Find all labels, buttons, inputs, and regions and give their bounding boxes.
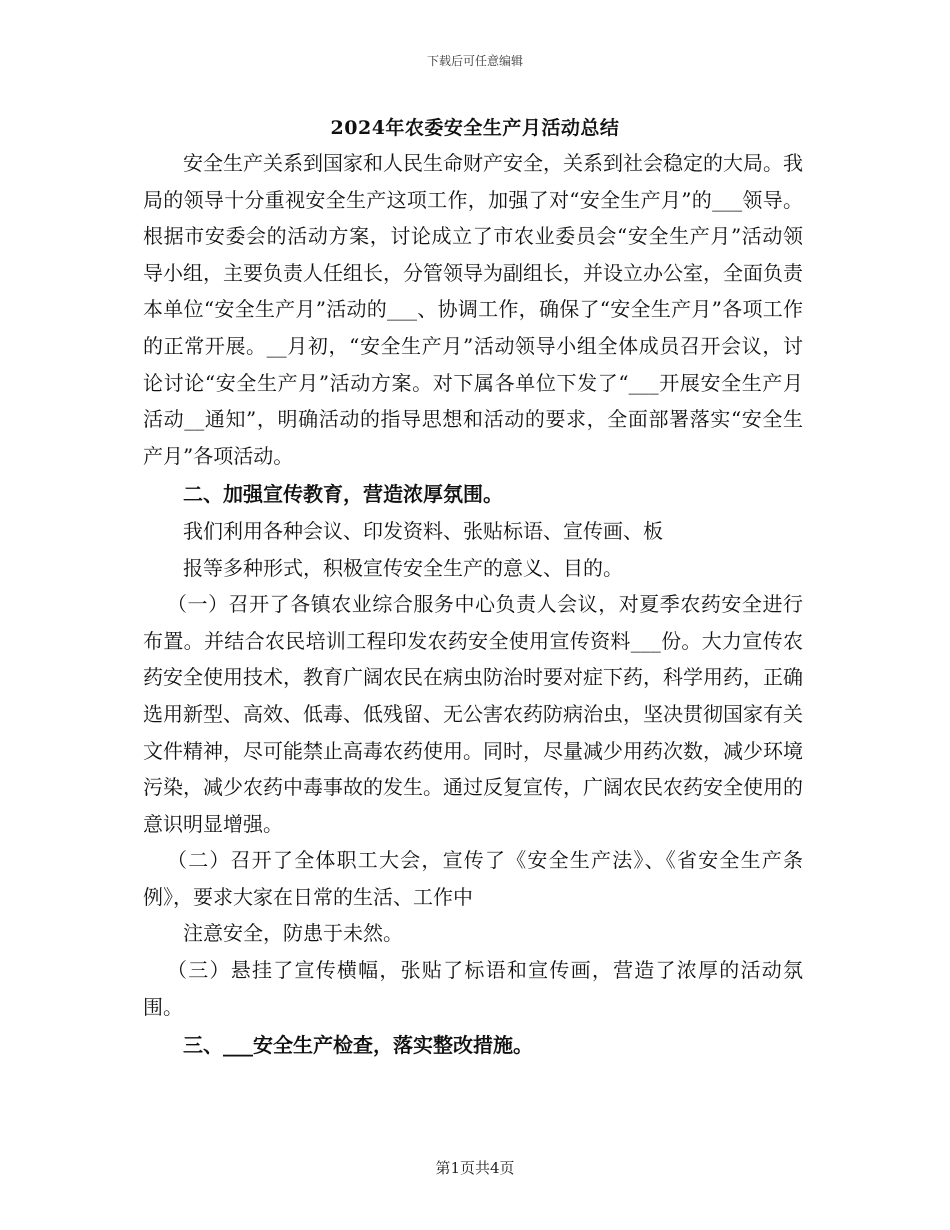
document-body (143, 145, 803, 1064)
section-heading-2: 二、加强宣传教育，营造浓厚氛围。 (183, 482, 503, 507)
paragraph-item-3: （三）悬挂了宣传横幅，张贴了标语和宣传画，营造了浓厚的活动氛围。 (143, 958, 803, 1019)
paragraph-item-1: （一）召开了各镇农业综合服务中心负责人会议，对夏季农药安全进行布置。并结合农民培训工程印发农药安全使用宣传资料___份。大力宣传农药安全使用技术，教育广阔农民在病虫防治时要对症下药，科学用药，正确选用新型、高效、低毒、低残留、无公害农药防病治虫，坚决贯彻国家有关文件精神，尽可能禁止高毒农药使用。同时，尽量减少用药次数，减少环境污染，减少农药中毒事故的发生。通过反复宣传，广阔农民农药安全使用的意识明显增强。 (143, 592, 803, 836)
paragraph-publicity-1: 我们利用各种会议、印发资料、张贴标语、宣传画、板 (183, 518, 663, 543)
paragraph-item-2-cont: 注意安全，防患于未然。 (183, 921, 403, 946)
paragraph-item-2: （二）召开了全体职工大会，宣传了《安全生产法》、《省安全生产条例》，要求大家在日常的生活、工作中 (143, 848, 803, 909)
section-heading-3: 三、___安全生产检查，落实整改措施。 (183, 1033, 533, 1058)
page-header-note: 下载后可任意编辑 (426, 54, 523, 68)
intro-paragraph: 安全生产关系到国家和人民生命财产安全，关系到社会稳定的大局。我局的领导十分重视安全生产这项工作，加强了对“安全生产月”的___领导。根据市安委会的活动方案，讨论成立了市农业委员会“安全生产月”活动领导小组，主要负责人任组长，分管领导为副组长，并设立办公室，全面负责本单位“安全生产月”活动的___、协调工作，确保了“安全生产月”各项工作的正常开展。__月初，“安全生产月”活动领导小组全体成员召开会议，讨论讨论“安全生产月”活动方案。对下属各单位下发了“___开展安全生产月活动__通知”，明确活动的指导思想和活动的要求，全面部署落实“安全生产月”各项活动。 (143, 151, 803, 468)
page-footer-indicator: 第1页共4页 (435, 1159, 515, 1177)
paragraph-publicity-2: 报等多种形式，积极宣传安全生产的意义、目的。 (183, 555, 623, 580)
document-title: 2024年农委安全生产月活动总结 (330, 117, 620, 139)
